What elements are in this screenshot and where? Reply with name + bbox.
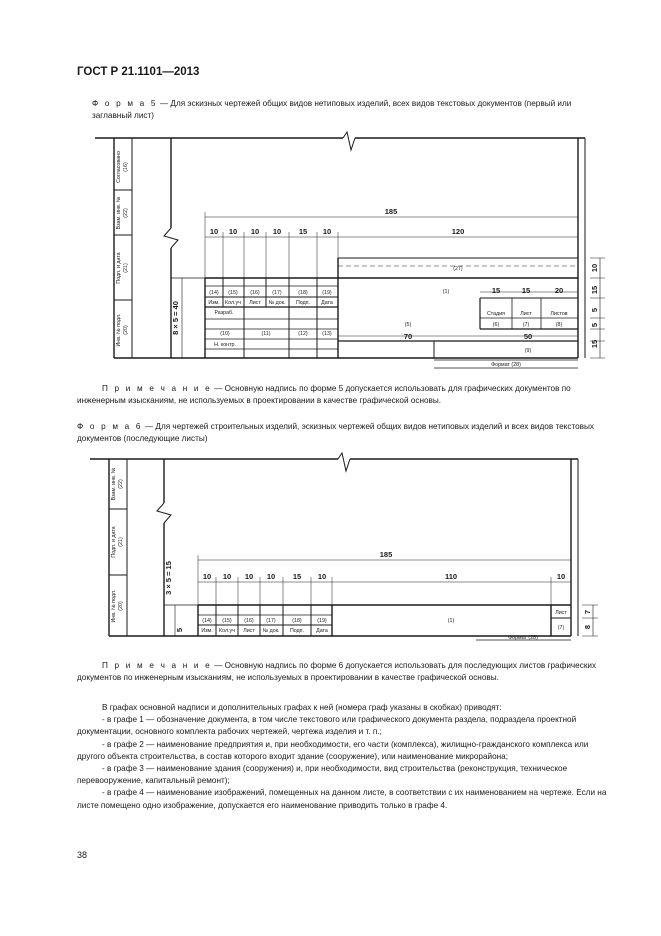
form6-note	[77, 660, 612, 684]
form6-dim-h7: 7	[583, 609, 592, 615]
form5-cell-kol: Кол.уч	[225, 300, 241, 306]
form6-dim-c2: 10	[222, 572, 232, 581]
form5-cell-1: (1)	[442, 289, 450, 295]
form6-dim-left-height: 3 × 5 = 15	[164, 561, 173, 595]
body-text	[77, 702, 612, 812]
form5-cell-15: (15)	[228, 290, 238, 296]
form5-dim-sheet: 15	[521, 286, 531, 295]
form5-note-text: — Основную надпись по форме 5 допускается использовать для графических документов по инженерным изысканиям, не используемых в проектировании в качестве графической основы.	[77, 384, 571, 406]
form5-cell-6: (6)	[492, 322, 500, 328]
form5-side-label-7: (20)	[123, 325, 129, 335]
form5-dim-c4: 10	[272, 227, 282, 236]
form6-caption-text: — Для чертежей строительных изделий, эскизных чертежей общих видов нетиповых изделий и всех видов текстовых документов (последующие листы)	[77, 422, 594, 444]
document-header: ГОСТ Р 21.1101—2013	[77, 66, 200, 78]
form6-cell-podp: Подп.	[289, 628, 305, 634]
form5-dim-c5: 15	[298, 227, 308, 236]
form6-dim-h5: 5	[175, 627, 184, 633]
form6-cell-data: Дата	[316, 628, 328, 634]
form6-cell-format: Формат (28)	[508, 635, 538, 641]
form5-cell-razrab: Разраб.	[214, 310, 234, 316]
form5-cell-10: (10)	[220, 331, 230, 337]
form6-cell-7: (7)	[557, 625, 565, 631]
form5-note-label: П р и м е ч а н и е	[102, 384, 212, 393]
form5-dim-h15a: 15	[590, 285, 599, 295]
form6-cell-16: (16)	[244, 618, 254, 624]
form6-cell-17: (17)	[266, 618, 276, 624]
form5-dim-50: 50	[523, 332, 533, 341]
form5-cell-14: (14)	[209, 290, 219, 296]
form6-side-label-1: (22)	[118, 479, 124, 489]
form5-cell-izm: Изм.	[208, 300, 220, 306]
body-intro: В графах основной надписи и дополнительных графах к ней (номера граф указаны в скобках) приводят:	[102, 703, 502, 712]
form5-cell-nkontr: Н. контр.	[214, 342, 236, 348]
form5-side-label-6: Инв. № подл.	[116, 313, 122, 347]
form5-cell-17: (17)	[272, 290, 282, 296]
form6-cell-kol: Кол.уч	[219, 628, 235, 634]
form5-dim-c6: 10	[322, 227, 332, 236]
form6-dim-c5: 15	[292, 572, 302, 581]
form6-side-label-5: (20)	[118, 601, 124, 611]
form5-cell-ndok: № док.	[268, 300, 286, 306]
form6-side-label-2: Подп. и дата	[111, 526, 117, 558]
form5-side-label-4: Подп. и дата	[116, 252, 122, 284]
form5-cell-data: Дата	[321, 300, 333, 306]
form6-side-label-4: Инв. № подл.	[111, 589, 117, 623]
form5-dim-stage: 15	[491, 286, 501, 295]
form6-cell-ndok: № док.	[262, 628, 280, 634]
form6-dim-total: 185	[379, 550, 393, 559]
form6-cell-1: (1)	[447, 618, 455, 624]
form5-cell-16: (16)	[250, 290, 260, 296]
form6-side-label-0: Взам. инв. №	[111, 467, 117, 501]
form6-note-label: П р и м е ч а н и е	[102, 661, 212, 670]
body-item-3: - в графе 3 — наименование здания (сооружения) и, при необходимости, вид строительства (реконструкция, техническое перевооружение, капитальный ремонт);	[77, 764, 568, 786]
form6-dim-c1: 10	[202, 572, 212, 581]
form5-cell-format: Формат (28)	[491, 362, 521, 368]
form6-caption-label: Ф о р м а 6	[77, 422, 143, 431]
form6-cell-15: (15)	[222, 618, 232, 624]
form5-cell-11: (11)	[261, 331, 271, 337]
form6-dim-c6: 10	[317, 572, 327, 581]
form5-dim-right: 120	[451, 227, 465, 236]
form6-dim-c3: 10	[244, 572, 254, 581]
form5-cell-podp: Подп.	[295, 300, 311, 306]
form5-cell-12: (12)	[298, 331, 308, 337]
form5-dim-c1: 10	[209, 227, 219, 236]
form5-side-label-5: (21)	[123, 263, 129, 273]
form5-cell-8: (8)	[555, 322, 563, 328]
form6-dim-h8: 8	[583, 624, 592, 630]
form6-side-label-3: (21)	[118, 537, 124, 547]
form6-cell-19: (19)	[317, 618, 327, 624]
form5-cell-19: (19)	[322, 290, 332, 296]
body-item-1: - в графе 1 — обозначение документа, в том числе текстового или графического документа раздела, подраздела проектной документации, основного комплекта рабочих чертежей, чертежа изделия и т. п.;	[77, 715, 577, 737]
form5-side-label-0: Согласовано	[116, 151, 122, 183]
form5-side-label-2: Взам. инв. №	[116, 196, 122, 230]
form5-dim-c2: 10	[228, 227, 238, 236]
form5-dim-h10: 10	[590, 263, 599, 273]
form5-cell-7: (7)	[522, 322, 530, 328]
form6-dim-c4: 10	[266, 572, 276, 581]
form5-cell-5: (5)	[404, 322, 412, 328]
form6-dim-mid: 110	[444, 572, 458, 581]
form5-dim-c3: 10	[250, 227, 260, 236]
form6-cell-18: (18)	[292, 618, 302, 624]
form5-dim-h5a: 5	[590, 307, 599, 313]
form6-cell-14: (14)	[202, 618, 212, 624]
form5-cell-18: (18)	[298, 290, 308, 296]
form5-cell-stadiya: Стадия	[486, 311, 506, 317]
form5-dim-left-height: 8 × 5 = 40	[171, 301, 180, 335]
form6-note-text: — Основную надпись по форме 6 допускается использовать для последующих листов графических документов по инженерным изысканиям, не используемых в проектировании в качестве графической основы.	[77, 661, 597, 683]
form5-side-label-1: (16)	[123, 162, 129, 172]
form5-cell-list: Лист	[249, 300, 261, 306]
form5-dim-sheets: 20	[554, 286, 564, 295]
body-item-2: - в графе 2 — наименование предприятия и, при необходимости, его части (комплекса), жилищно-гражданского комплекса или другого объекта строительства, в состав которого входит здание (сооружение), или наименование микрорайона;	[77, 739, 589, 761]
form6-cell-listlabel: Лист	[555, 610, 567, 616]
form5-dim-total: 185	[384, 207, 398, 216]
form6-cell-izm: Изм.	[201, 628, 213, 634]
form5-cell-13: (13)	[322, 331, 332, 337]
form5-cell-27: (27)	[453, 266, 463, 272]
form5-cell-listov: Листов	[550, 311, 568, 317]
form6-dim-end: 10	[556, 572, 566, 581]
form6-cell-list: Лист	[243, 628, 255, 634]
form5-caption-label: Ф о р м а 5	[92, 99, 158, 108]
form5-dim-h15b: 15	[590, 339, 599, 349]
form5-dim-h5b: 5	[590, 322, 599, 328]
form5-caption-text: — Для эскизных чертежей общих видов нетиповых изделий, всех видов текстовых документов (первый или заглавный лист)	[92, 99, 572, 121]
form5-cell-list2: Лист	[520, 311, 532, 317]
form5-dim-70: 70	[403, 332, 413, 341]
page-number: 38	[77, 850, 88, 860]
form5-cell-9: (9)	[524, 348, 532, 354]
form5-side-label-3: (22)	[123, 208, 129, 218]
body-item-4: - в графе 4 — наименование изображений, помещенных на данном листе, в соответствии с их наименованием на чертеже. Если на листе помещено одно изображение, допускается его наименование приводить только в графе 4.	[77, 788, 607, 810]
